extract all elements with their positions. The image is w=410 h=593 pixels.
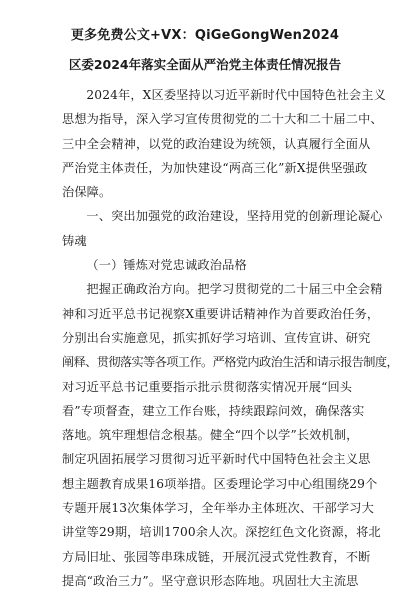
text-line: 提高“政治三力”。坚守意识形态阵地。巩固壮大主流思 — [62, 573, 359, 588]
text-line: 把握正确政治方向。把学习贯彻党的二十届三中全会精 — [86, 282, 383, 297]
text-line: 对习近平总书记重要指示批示贯彻落实情况开展“回头 — [62, 379, 353, 394]
intro-paragraph — [62, 83, 386, 204]
text-line: 一、突出加强党的政治建设，坚持用党的创新理论凝心 — [86, 209, 383, 224]
text-line: 讲堂等29期，培训1700余人次。深挖红色文化资源，将北 — [62, 525, 381, 540]
text-line: 制定巩固拓展学习贯彻习近平新时代中国特色社会主义思 — [62, 452, 371, 467]
text-line: 分别出台实施意见，抓实抓好学习培训、宣传宣讲、研究 — [62, 330, 371, 345]
text-line: 落地。筑牢理想信念根基。健全“四个以学”长效机制， — [62, 428, 359, 443]
text-line: 方局旧址、张园等串珠成链，开展沉浸式党性教育，不断 — [62, 549, 371, 564]
text-line: （一）锤炼对党忠诚政治品格 — [86, 258, 247, 273]
body-paragraph — [62, 277, 399, 593]
section-heading-1 — [62, 204, 383, 253]
promo-header: 更多免费公文+VX：QiGeGongWen2024 — [70, 28, 340, 43]
text-line: 看”专项督查，建立工作台账，持续跟踪问效，确保落实 — [62, 403, 365, 418]
text-line: 2024年，X区委坚持以习近平新时代中国特色社会主义 — [86, 88, 386, 102]
text-line: 严治党主体责任，为加快建设“两高三化”新X提供坚强政 — [62, 160, 368, 175]
text-line: 铸魂 — [62, 233, 87, 248]
text-line: 想主题教育成果16项举措。区委理论学习中心组围绕29个 — [62, 476, 378, 491]
text-line: 治保障。 — [62, 185, 112, 200]
text-line: 专题开展13次集体学习，全年举办主体班次、干部学习大 — [62, 501, 374, 516]
text-line: 阐释、贯彻落实等各项工作。严格党内政治生活和请示报告制度， — [62, 355, 399, 370]
text-line: 神和习近平总书记视察X重要讲话精神作为首要政治任务， — [62, 306, 380, 321]
text-line: 三中全会精神，以党的政治建设为统领，认真履行全面从 — [62, 136, 371, 151]
document-title: 区委2024年落实全面从严治党主体责任情况报告 — [68, 57, 342, 72]
text-line: 思想为指导，深入学习宣传贯彻党的二十大和二十届二中、 — [62, 112, 383, 127]
subsection-heading-1 — [62, 253, 348, 277]
